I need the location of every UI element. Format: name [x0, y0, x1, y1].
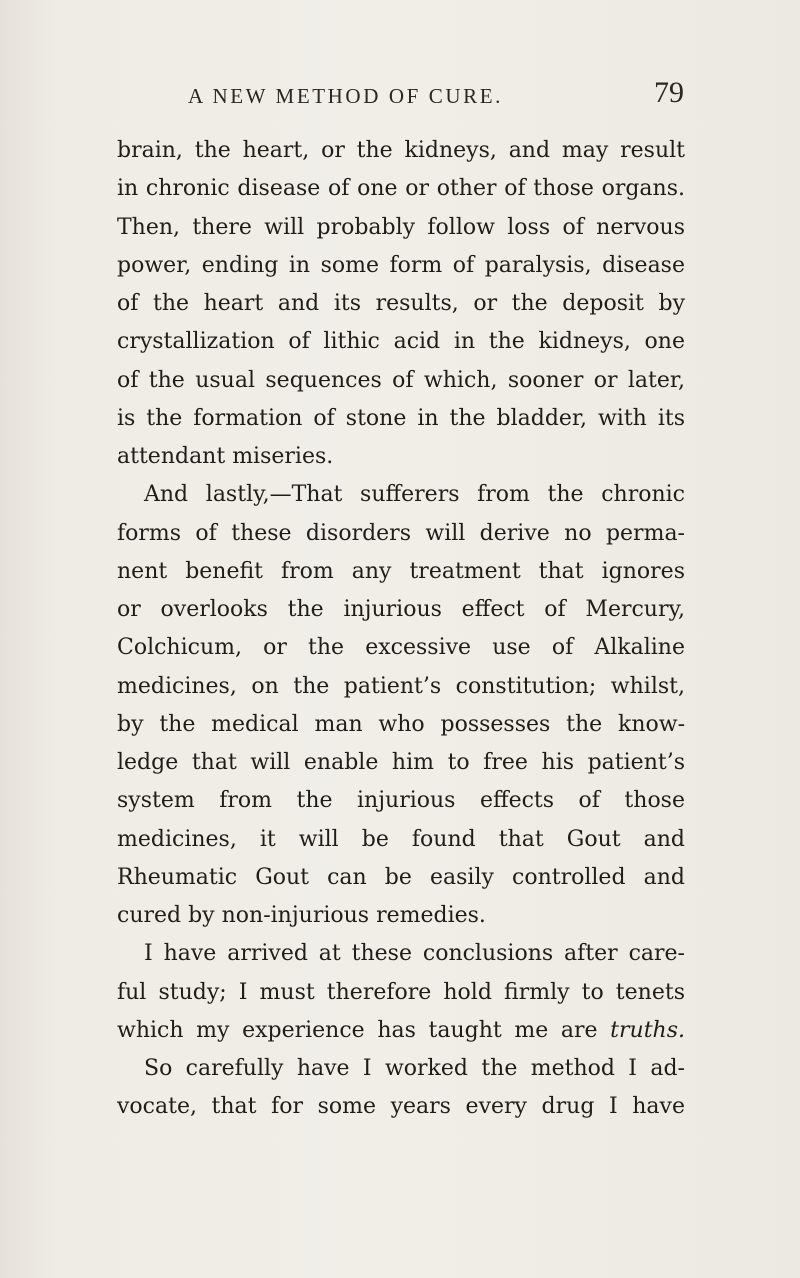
paragraph-start-line: I have arrived at these conclusions after care- [144, 941, 685, 967]
text-line: vocate, that for some years every drug I have [117, 1094, 685, 1120]
text-line: medicines, on the patient’s constitution; whilst, [117, 673, 685, 699]
text-line: ledge that will enable him to free his patient’s [117, 750, 685, 775]
text-line: forms of these disorders will derive no perma- [117, 520, 685, 546]
text-line: crystallization of lithic acid in the kidneys, one [117, 329, 685, 355]
text-line: is the formation of stone in the bladder, with its [117, 405, 685, 431]
paragraph-start-line: So carefully have I worked the method I ad- [144, 1056, 685, 1081]
text-line: of the heart and its results, or the deposit by [117, 291, 685, 316]
text-fragment: which my experience has taught me are [117, 1017, 598, 1043]
running-title: A NEW METHOD OF CURE. [188, 84, 503, 108]
text-line: Then, there will probably follow loss of nervous [117, 214, 685, 240]
text-line: or overlooks the injurious effect of Mercury, [117, 597, 685, 622]
text-line: Colchicum, or the excessive use of Alkaline [117, 635, 685, 661]
text-line: by the medical man who possesses the know- [117, 711, 685, 737]
text-line: in chronic disease of one or other of those organs. [117, 176, 685, 202]
text-line: nent benefit from any treatment that ignores [117, 558, 685, 584]
text-line: of the usual sequences of which, sooner or later, [117, 367, 685, 393]
emphasized-word: truths. [610, 1017, 685, 1043]
text-line: ful study; I must therefore hold firmly to tenets [117, 979, 685, 1005]
paragraph-end-line: cured by non-injurious remedies. [117, 903, 486, 928]
text-line: Rheumatic Gout can be easily controlled and [117, 864, 685, 890]
page-number: 79 [654, 76, 684, 109]
text-line-with-emphasis [117, 1012, 685, 1050]
text-line: system from the injurious effects of those [117, 788, 685, 814]
running-head [118, 76, 684, 116]
text-line: medicines, it will be found that Gout and [117, 826, 685, 852]
paragraph-end-line: attendant miseries. [117, 444, 334, 469]
body-text [117, 132, 685, 1127]
paragraph-start-line: And lastly,—That sufferers from the chronic [144, 482, 685, 508]
text-line: brain, the heart, or the kidneys, and may result [117, 138, 685, 163]
text-line: power, ending in some form of paralysis, disease [117, 252, 685, 278]
